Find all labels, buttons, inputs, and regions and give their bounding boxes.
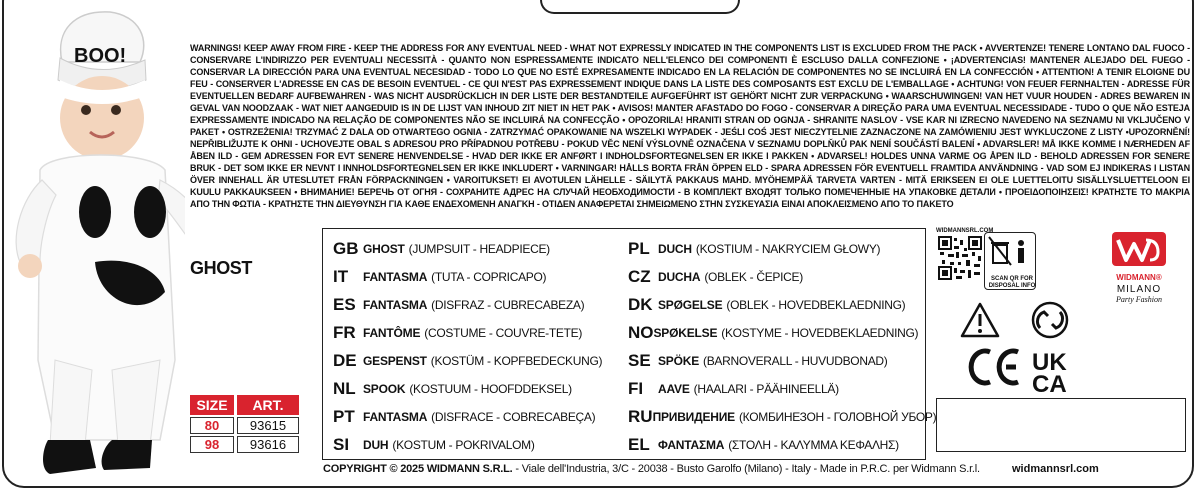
warnings-text: WARNINGS! KEEP AWAY FROM FIRE - KEEP THE ADDRESS FOR ANY EVENTUAL NEED - WHAT NOT EXPRESSLY INDICATED IN THE COMPONENTS LIST IS EXCLUDED FROM THE PACK • AVVERTENZE! TENERE LONTANO DAL FUOCO - CONSERVARE L'INDIRIZZO PER EVENTUALI NECESSITÀ - QUANTO NON ESPRESSAMENTE INDICATO NELL'ELENCO DEI COMPONENTI È ESCLUSO DALLA CONFEZIONE • ¡ADVERTENCIAS! MANTENER ALEJADO DEL FUEGO - CONSERVAR LA DIRECCIÓN PARA UNA EVENTUAL NECESIDAD - TODO LO QUE NO ESTÉ EXPRESAMENTE INDICADO EN LA RELACIÓN DE COMPONENTES NO SE INCLUIRÁ EN LA CONFECCIÓN • ATTENTION! A TENIR ELOIGNE DU FEU - CONSERVER L'ADRESSE EN CAS DE BESOIN EVENTUEL - CE QUI N'EST PAS EXPRESSEMENT INDIQUE DANS LA LISTE DES COMPOSANTS EST EXCLU DE L'EMBALLAGE • ACHTUNG! VON FEUER FERNHALTEN - ADRESSE FÜR EVENTUELLEN BEDARF AUFBEWAHREN - WAS NICHT AUSDRÜCKLICH IN DER LISTE DER BESTANDTEILE AUFGEFÜHRT IST GEHÖRT NICHT ZUR VERPACKUNG • WAARSCHUWINGEN! VAN HET VUUR HOUDEN - ADRES BEWAREN IN GEVAL VAN NOODZAAK - WAT NIET AANGEDUID IS IN DE LIJST VAN INHOUD ZIT NIET IN HET PAK • AVISOS! MANTER AFASTADO DO FOGO - CONSERVAR A DIREÇÃO PARA UMA EVENTUAL NECESSIDADE - TUDO O QUE NÃO ESTEJA EXPRESSAMENTE INDICADO NA RELAÇÃO DE COMPONENTES NÃO SE INCLUIRÁ NA CONFECÇÃO • OPOZORILA! HRANITI STRAN OD OGNJA - SHRANITE NASLOV - VSE KAR NI IZRECNO NAVEDENO NA SEZNAMU NI VKLJUČENO V PAKET • OSTRZEŻENIA! TRZYMAĆ Z DALA OD OTWARTEGO OGNIA - ZATRZYMAĆ OPAKOWANIE NA WSZELKI WYPADEK - JEŚLI COŚ JEST NIECZYTELNIE ZAZNACZONE NA ZAMÓWIENIU JEST WYKLUCZONE Z LISTY •UPOZORNĚNÍ! NEPŘIBLIŽUJTE K OHNI - UCHOVEJTE OBAL S ADRESOU PRO PŘÍPADNOU POTŘEBU - POKUD VĚC NENÍ VÝSLOVNĚ OZNAČENA V SEZNAMU DOPLŇKŮ PAK NENÍ SOUČÁSTÍ BALENÍ • ADVARSLER! MÅ IKKE KOMME I NÆRHEDEN AF ÅBEN ILD - GEM ADRESSEN FOR EVT SENERE HENVENDELSE - HVAD DER IKKE ER ANFØRT I INDHOLDSFORTEGNELSEN ER IKKE I PAKKEN • ADVARSEL! HOLDES UNNA VARME OG ÅPEN ILD - BEHOLD ADRESSEN FOR SENERE BRUK - DET SOM IKKE ER NEVNT I INNHOLDSFORTEGNELSEN ER IKKE INKLUDERT • VARNINGAR! HÅLLS BORTA FRÅN ÖPPEN ELD - SPARA ADRESSEN FÖR EVENTUELL FRAMTIDA ANVÄNDNING - VAD SOM EJ INDIKERAS I LISTAN ÖVER INNEHALL ÄR UTESLUTET FRÅN FÖRPACKNINGEN • VAROITUKSET! EI AVOTULEN LÄHELLE - SÄILYTÄ PAKKAUS MAHD. MYÖHEMPÄÄ TARVETA VARTEN - MITÄ ERIKSEEN EI OLE LUETTELOITU SISÄLLYSLUETTELOON EI KUULU PAKKAUKSEEN • ВНИМАНИЕ! БЕРЕЧЬ ОТ ОГНЯ - СОХРАНИТЕ АДРЕС НА СЛУЧАЙ НЕОБХОДИМОСТИ - В КОМПЛЕКТ ВХОДЯТ ТОЛЬКО ПОМЕЧЕННЫЕ НА УПАКОВКЕ ДЕТАЛИ • ΠΡΟΕΙΔΟΠΟΙΗΣΕΙΣ! ΚΡΑΤΗΣΤΕ ΤΟ ΜΑΚΡΙΑ ΑΠΟ ΤΗΝ ΦΩΤΙΑ - ΚΡΑΤΗΣΤΕ ΤΗΝ ΔΙΕΥΘΥΝΣΗ ΓΙΑ ΚΑΘΕ ΕΝΔΕΧΟΜΕΝΗ ΑΝΑΓΚΗ - ΟΤΙΔΕΝ ΑΝΑΦΕΡΕΤΑΙ ΣΗΜΕΙΩΜΕΝΟ ΣΤΗΝ ΣΥΣΚΕΥΑΣΙΑ ΕΙΝΑΙ ΑΠΟΚΛΕΙΣΜΕΝΟ ΑΠΟ ΤΟ ΠΑΚΕΤΟ <box>190 43 1190 209</box>
lang-desc: (KOSTÜM - KOPFBEDECKUNG) <box>430 354 603 368</box>
lang-code: IT <box>333 267 349 286</box>
hat-text: BOO! <box>74 45 127 67</box>
copyright-address: - Viale dell'Industria, 3/C - 20038 - Busto Garolfo (Milano) - Italy - Made in P.R.C. per Widmann S.r.l. <box>512 463 980 475</box>
list-item <box>333 375 623 403</box>
size-cell: 98 <box>190 436 234 453</box>
lang-desc: (JUMPSUIT - HEADPIECE) <box>408 242 550 256</box>
ukca-mark-icon <box>1032 349 1067 395</box>
list-item <box>628 291 918 319</box>
art-cell: 93615 <box>237 417 299 434</box>
size-table <box>190 395 305 453</box>
website-link[interactable]: widmannsrl.com <box>1012 463 1099 475</box>
lang-code: PT <box>333 407 355 426</box>
art-header: ART. <box>237 395 299 415</box>
lang-desc: (OBLEK - ČEPICE) <box>704 270 803 284</box>
lang-desc: (ΣΤΟΛΗ - ΚΑΛΥΜΜΑ ΚΕΦΑΛΗΣ) <box>728 438 899 452</box>
widmann-logo-icon <box>1110 228 1168 268</box>
lang-desc: (KOSTUM - POKRIVALOM) <box>392 438 535 452</box>
list-item <box>628 431 918 459</box>
size-table-header <box>190 395 305 415</box>
lang-code: CZ <box>628 267 651 286</box>
qr-top-caption: WIDMANNSRL.COM <box>936 228 994 234</box>
lang-name: GHOST <box>363 242 405 256</box>
art-cell: 93616 <box>237 436 299 453</box>
compliance-symbols <box>960 300 1080 395</box>
table-row <box>190 436 305 453</box>
batch-code-box <box>936 398 1186 452</box>
logo-brand: WIDMANN® <box>1116 273 1162 282</box>
lang-code: FI <box>628 379 644 398</box>
qr-block <box>936 228 1040 292</box>
qr-caption-line2: DISPOSAL INFO <box>988 283 1036 289</box>
product-name: GHOST <box>190 258 253 278</box>
lang-code: GB <box>333 239 359 258</box>
copyright-line <box>323 463 980 475</box>
list-item <box>628 263 918 291</box>
lang-name: ПРИВИДЕНИЕ <box>652 410 735 424</box>
qr-caption <box>986 276 1038 290</box>
list-item <box>628 347 918 375</box>
product-photo <box>0 0 185 492</box>
lang-code: SI <box>333 435 350 454</box>
qr-code-icon[interactable] <box>938 236 982 280</box>
list-item <box>333 403 623 431</box>
lang-name: DUCH <box>658 242 692 256</box>
table-row <box>190 417 305 434</box>
ukca-top-text: UK <box>1032 349 1067 376</box>
lang-desc: (KOSTUUM - HOOFDDEKSEL) <box>409 382 572 396</box>
lang-code: DE <box>333 351 357 370</box>
lang-desc: (COSTUME - COUVRE-TETE) <box>424 326 583 340</box>
lang-code: FR <box>333 323 356 342</box>
lang-code: EL <box>628 435 650 454</box>
lang-name: DUCHA <box>658 270 701 284</box>
copyright-company: COPYRIGHT © 2025 WIDMANN S.R.L. <box>323 463 513 475</box>
lang-code: DK <box>628 295 653 314</box>
waste-bin-icon <box>985 233 1035 273</box>
language-column-right <box>628 235 937 459</box>
list-item <box>333 431 623 459</box>
lang-desc: (DISFRACE - COBRECABEÇA) <box>431 410 596 424</box>
brand-logo <box>1108 228 1170 304</box>
language-column-left <box>333 235 623 459</box>
list-item <box>628 319 918 347</box>
symbols-svg <box>960 300 1080 395</box>
language-box <box>322 228 937 460</box>
list-item <box>333 319 623 347</box>
lang-code: ES <box>333 295 356 314</box>
lang-name: SPØKELSE <box>653 326 718 340</box>
list-item <box>628 403 937 431</box>
logo-tagline: Party Fashion <box>1116 295 1162 304</box>
logo-city: MILANO <box>1116 284 1162 295</box>
lang-name: GESPENST <box>363 354 427 368</box>
list-item <box>333 347 623 375</box>
lang-name: ΦΑΝΤΑΣΜΑ <box>658 438 725 452</box>
lang-name: FANTASMA <box>363 298 428 312</box>
lang-name: FANTÔME <box>363 326 421 340</box>
lang-desc: (КОМБИНЕЗОН - ГОЛОВНОЙ УБОР) <box>738 410 937 424</box>
lang-code: SE <box>628 351 651 370</box>
lang-name: SPØGELSE <box>658 298 723 312</box>
lang-desc: (BARNOVERALL - HUVUDBONAD) <box>703 354 888 368</box>
lang-name: FANTASMA <box>363 410 428 424</box>
list-item <box>333 263 623 291</box>
list-item <box>628 375 918 403</box>
lang-name: AAVE <box>658 382 690 396</box>
lang-desc: (DISFRAZ - CUBRECABEZA) <box>431 298 585 312</box>
lang-name: SPOOK <box>363 382 406 396</box>
card-top-tab <box>540 0 740 14</box>
lang-desc: (KOSTIUM - NAKRYCIEM GŁOWY) <box>695 242 881 256</box>
lang-desc: (OBLEK - HOVEDBEKLAEDNING) <box>726 298 906 312</box>
lang-desc: (TUTA - COPRICAPO) <box>431 270 547 284</box>
ukca-bottom-text: CA <box>1032 371 1067 395</box>
list-item <box>333 235 623 263</box>
lang-desc: (HAALARI - PÄÄHINEELLÄ) <box>693 382 839 396</box>
list-item <box>628 235 918 263</box>
size-cell: 80 <box>190 417 234 434</box>
lang-name: DUH <box>363 438 389 452</box>
lang-name: SPÖKE <box>658 354 700 368</box>
warning-triangle-icon <box>962 304 998 336</box>
lang-code: RU <box>628 407 653 426</box>
lang-name: FANTASMA <box>363 270 428 284</box>
lang-code: NO <box>628 323 654 342</box>
qr-caption-line1: SCAN QR FOR <box>991 276 1033 282</box>
ce-mark-icon <box>971 351 1018 383</box>
size-header: SIZE <box>190 395 234 415</box>
lang-code: PL <box>628 239 650 258</box>
recycle-icon <box>1033 303 1067 337</box>
list-item <box>333 291 623 319</box>
ghost-costume-illustration <box>0 0 185 492</box>
lang-desc: (KOSTYME - HOVEDBEKLAEDNING) <box>721 326 919 340</box>
lang-code: NL <box>333 379 356 398</box>
